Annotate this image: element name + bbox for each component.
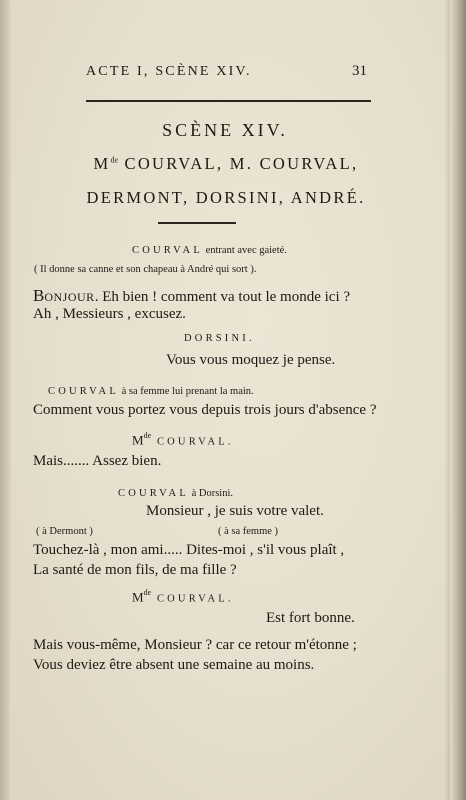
header-rule [86, 100, 371, 102]
verse-text: . Eh bien ! comment va tout le monde ici ? [94, 289, 351, 305]
speaker-mde-courval-2 [132, 588, 234, 606]
speaker-name: COURVAL [118, 488, 189, 499]
speaker-name: COURVAL [48, 386, 119, 397]
stage-direction: à Dorsini. [188, 488, 234, 499]
page-number: 31 [352, 63, 367, 79]
scene-rule [158, 222, 236, 224]
stage-direction: entrant avec gaieté. [202, 245, 287, 256]
verse-line-7: Touchez-là , mon ami..... Dites-moi , s'il vous plaît , [33, 542, 345, 558]
chars-rest: COURVAL, M. COURVAL, [118, 154, 359, 173]
verse-line-3: Vous vous moquez je pense. [166, 352, 336, 368]
speaker-prefix: M [132, 589, 144, 605]
speaker-name: COURVAL. [151, 436, 234, 448]
chars-superscript: de [110, 155, 119, 165]
stage-direction-line: ( Il donne sa canne et son chapeau à André qui sort ). [34, 264, 257, 275]
scene-title: SCÈNE XIV. [162, 120, 288, 140]
verse-line-8: La santé de mon fils, de ma fille ? [33, 562, 237, 578]
speaker-superscript: de [143, 431, 152, 440]
verse-line-11: Vous deviez être absent une semaine au moins. [33, 657, 315, 673]
verse-line-4: Comment vous portez vous depuis trois jours d'absence ? [33, 402, 377, 418]
speaker-mde-courval-1 [132, 431, 234, 449]
stage-direction-dermont: ( à Dermont ) [36, 526, 93, 537]
verse-line-2: Ah , Messieurs , excusez. [33, 306, 186, 322]
verse-line-1 [33, 286, 350, 306]
chars-prefix: M [93, 154, 111, 173]
smallcaps-word: ONJOUR [44, 290, 95, 304]
speaker-courval-1 [132, 240, 287, 258]
stage-direction-femme: ( à sa femme ) [218, 526, 279, 537]
scene-characters-line2: DERMONT, DORSINI, ANDRÉ. [86, 188, 366, 207]
verse-line-9: Est fort bonne. [266, 610, 355, 626]
verse-line-5: Mais....... Assez bien. [33, 453, 162, 469]
speaker-prefix: M [132, 432, 144, 448]
page-edge [450, 0, 466, 800]
speaker-courval-2 [48, 381, 254, 399]
speaker-name: COURVAL. [151, 593, 234, 605]
scene-characters-line1 [0, 154, 452, 174]
drop-letter: B [33, 286, 45, 305]
stage-direction: à sa femme lui prenant la main. [118, 386, 254, 397]
speaker-courval-3 [118, 483, 233, 501]
speaker-superscript: de [143, 588, 152, 597]
verse-line-10: Mais vous-même, Monsieur ? car ce retour m'étonne ; [33, 637, 357, 653]
verse-line-6: Monsieur , je suis votre valet. [146, 503, 324, 519]
speaker-name: COURVAL [132, 245, 203, 256]
running-head: ACTE I, SCÈNE XIV. [86, 64, 252, 79]
speaker-dorsini: DORSINI. [184, 333, 255, 344]
